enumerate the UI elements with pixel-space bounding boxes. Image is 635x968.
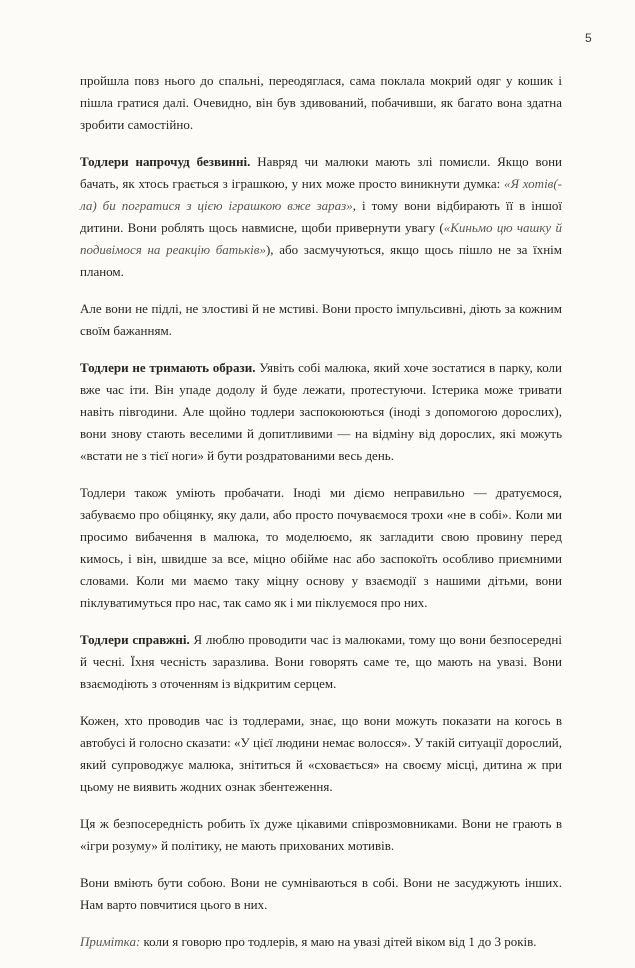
paragraph-text: Я люблю проводити час із малюками, тому що вони безпосередні й чесні. Їхня чесність заразлива. Вони говорять саме те, що мають на увазі. Вони взаємодіють з оточенням із відкритим серцем. (80, 632, 562, 691)
note-label: Примітка: (80, 934, 141, 949)
note-text: коли я говорю про тодлерів, я маю на увазі дітей віком від 1 до 3 років. (140, 934, 537, 949)
paragraph-text: пройшла повз нього до спальні, переодяглася, сама поклала мокрий одяг у кошик і пішла гратися далі. Очевидно, він був здивований, побачивши, як багато вона здатна зробити самостійно. (80, 73, 562, 132)
paragraph-text: Але вони не підлі, не злостиві й не мстиві. Вони просто імпульсивні, діють за кожним своїм бажанням. (80, 301, 562, 338)
paragraph (80, 629, 562, 695)
paragraph-text: Вони вміють бути собою. Вони не сумніваються в собі. Вони не засуджують інших. Нам варто повчитися цього в них. (80, 875, 562, 912)
note (80, 931, 562, 953)
paragraph-lead: Тодлери не тримають образи. (80, 360, 256, 375)
paragraph (80, 298, 562, 342)
paragraph-text: Ця ж безпосередність робить їх дуже цікавими співрозмовниками. Вони не грають в «ігри розуму» й політику, не мають прихованих мотивів. (80, 816, 562, 853)
paragraph (80, 482, 562, 614)
body-text (80, 70, 562, 968)
paragraph (80, 710, 562, 798)
italic-quote: «Киньмо цю чашку й подивімося на реакцію батьків» (80, 220, 562, 257)
paragraph (80, 151, 562, 283)
paragraph-text: Тодлери також уміють пробачати. Іноді ми діємо неправильно — дратуємося, забуваємо про обіцянку, яку дали, або просто почуваємося трохи «не в собі». Коли ми просимо вибачення в малюка, то моделюємо, як загладити свою провину перед кимось, і він, швидше за все, міцно обійме нас або заспокоїть особливо приємними словами. Коли ми маємо таку міцну основу у взаємодії з нашими дітьми, вони піклуватимуться про нас, так само як і ми піклуємося про них. (80, 485, 562, 610)
paragraph-text: Навряд чи малюки мають злі помисли. Якщо вони бачать, як хтось грається з іграшкою, у них може просто виникнути думка: (80, 154, 562, 191)
paragraph-lead: Тодлери справжні. (80, 632, 190, 647)
paragraph-lead: Тодлери напрочуд безвинні. (80, 154, 251, 169)
paragraph (80, 357, 562, 467)
paragraph-text: Кожен, хто проводив час із тодлерами, знає, що вони можуть показати на когось в автобусі й голосно сказати: «У цієї людини немає волосся». У такій ситуації дорослий, який супроводжує малюка, знітиться й «сховається» на своєму місці, дитина ж при цьому не виявить жодних ознак збентеження. (80, 713, 562, 794)
italic-quote: «Я хотів(-ла) би погратися з цією іграшкою вже зараз» (80, 176, 562, 213)
paragraph (80, 872, 562, 916)
paragraph (80, 70, 562, 136)
paragraph-text: Уявіть собі малюка, який хоче зостатися в парку, коли вже час іти. Він упаде додолу й буде лежати, протестуючи. Істерика може тривати навіть півгодини. Але щойно тодлери заспокоюються (іноді з допомогою дорослих), вони знову стають веселими й допитливими — на відміну від дорослих, які можуть «встати не з тієї ноги» й бути роздратованими весь день. (80, 360, 562, 463)
paragraph (80, 813, 562, 857)
paragraph-text: , і тому вони відбирають її в іншої дитини. Вони роблять щось навмисне, щоби привернути увагу ( (80, 198, 562, 235)
page-number: 5 (585, 31, 592, 45)
paragraph-text: ), або засмучуються, якщо щось пішло не за їхнім планом. (80, 242, 563, 279)
